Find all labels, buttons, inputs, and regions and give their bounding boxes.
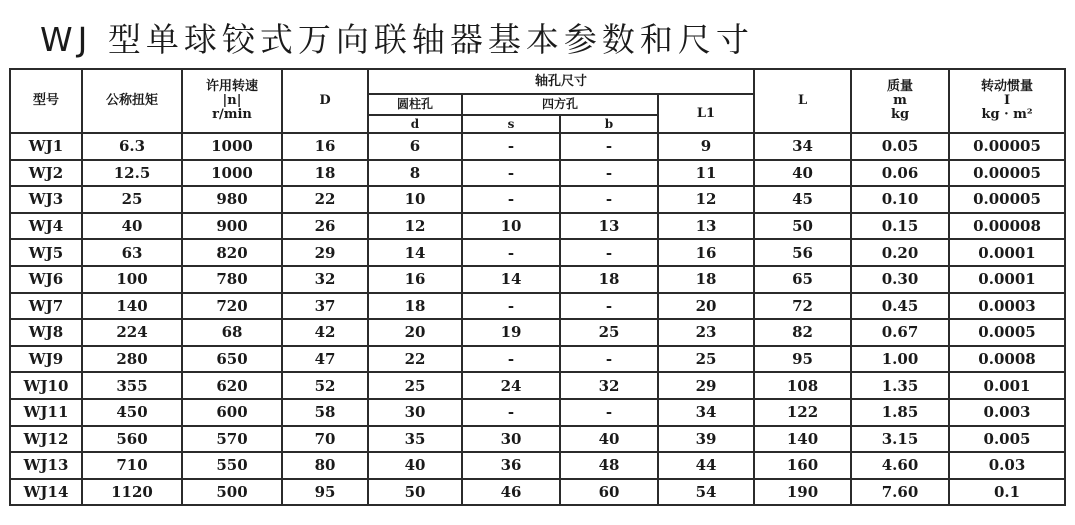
header-b: b bbox=[560, 115, 658, 133]
cell-b: 40 bbox=[560, 426, 658, 453]
cell-d: 22 bbox=[368, 346, 462, 373]
cell-mass: 0.10 bbox=[851, 186, 949, 213]
header-mass-symbol: m bbox=[893, 93, 907, 108]
cell-mass: 0.45 bbox=[851, 293, 949, 320]
cell-d: 20 bbox=[368, 319, 462, 346]
cell-speed: 570 bbox=[182, 426, 282, 453]
cell-inertia: 0.00005 bbox=[949, 133, 1065, 160]
cell-torque: 12.5 bbox=[82, 160, 182, 187]
cell-L: 82 bbox=[754, 319, 851, 346]
cell-mass: 0.05 bbox=[851, 133, 949, 160]
table-body bbox=[10, 133, 1065, 505]
cell-speed: 620 bbox=[182, 372, 282, 399]
cell-model: WJ11 bbox=[10, 399, 82, 426]
cell-torque: 63 bbox=[82, 239, 182, 266]
cell-model: WJ8 bbox=[10, 319, 82, 346]
header-speed bbox=[182, 69, 282, 133]
cell-d: 16 bbox=[368, 266, 462, 293]
cell-L1: 16 bbox=[658, 239, 754, 266]
cell-L1: 18 bbox=[658, 266, 754, 293]
cell-model: WJ2 bbox=[10, 160, 82, 187]
cell-s: 46 bbox=[462, 479, 560, 506]
cell-model: WJ1 bbox=[10, 133, 82, 160]
header-speed-name: 许用转速 bbox=[205, 79, 258, 94]
header-round-bore: 圆柱孔 bbox=[368, 94, 462, 115]
cell-D: 18 bbox=[282, 160, 368, 187]
table-row bbox=[10, 160, 1065, 187]
cell-D: 32 bbox=[282, 266, 368, 293]
cell-mass: 4.60 bbox=[851, 452, 949, 479]
cell-inertia: 0.0005 bbox=[949, 319, 1065, 346]
cell-torque: 280 bbox=[82, 346, 182, 373]
cell-speed: 68 bbox=[182, 319, 282, 346]
cell-speed: 1000 bbox=[182, 133, 282, 160]
cell-mass: 3.15 bbox=[851, 426, 949, 453]
cell-d: 6 bbox=[368, 133, 462, 160]
cell-s: 30 bbox=[462, 426, 560, 453]
cell-D: 47 bbox=[282, 346, 368, 373]
cell-s: 10 bbox=[462, 213, 560, 240]
header-mass bbox=[851, 69, 949, 133]
table-row bbox=[10, 186, 1065, 213]
table-row bbox=[10, 426, 1065, 453]
cell-inertia: 0.0003 bbox=[949, 293, 1065, 320]
cell-torque: 710 bbox=[82, 452, 182, 479]
header-speed-symbol: |n| bbox=[222, 93, 242, 108]
cell-L: 65 bbox=[754, 266, 851, 293]
cell-speed: 780 bbox=[182, 266, 282, 293]
cell-torque: 40 bbox=[82, 213, 182, 240]
table-row bbox=[10, 452, 1065, 479]
cell-mass: 1.35 bbox=[851, 372, 949, 399]
header-d: d bbox=[368, 115, 462, 133]
cell-d: 10 bbox=[368, 186, 462, 213]
cell-inertia: 0.1 bbox=[949, 479, 1065, 506]
table-row bbox=[10, 266, 1065, 293]
cell-speed: 900 bbox=[182, 213, 282, 240]
cell-L: 160 bbox=[754, 452, 851, 479]
cell-L1: 20 bbox=[658, 293, 754, 320]
cell-model: WJ4 bbox=[10, 213, 82, 240]
header-mass-unit: kg bbox=[890, 107, 910, 122]
cell-mass: 0.20 bbox=[851, 239, 949, 266]
cell-s: 19 bbox=[462, 319, 560, 346]
cell-b: 60 bbox=[560, 479, 658, 506]
cell-d: 14 bbox=[368, 239, 462, 266]
table-row bbox=[10, 239, 1065, 266]
cell-L1: 34 bbox=[658, 399, 754, 426]
header-model: 型号 bbox=[10, 69, 82, 133]
cell-L: 95 bbox=[754, 346, 851, 373]
cell-d: 12 bbox=[368, 213, 462, 240]
cell-b: - bbox=[560, 399, 658, 426]
table-row bbox=[10, 372, 1065, 399]
cell-d: 8 bbox=[368, 160, 462, 187]
cell-s: - bbox=[462, 399, 560, 426]
header-bore-group: 轴孔尺寸 bbox=[368, 69, 754, 94]
cell-model: WJ10 bbox=[10, 372, 82, 399]
cell-b: - bbox=[560, 160, 658, 187]
header-inertia-name: 转动惯量 bbox=[981, 79, 1034, 94]
cell-s: - bbox=[462, 160, 560, 187]
header-D: D bbox=[282, 69, 368, 133]
cell-D: 58 bbox=[282, 399, 368, 426]
cell-model: WJ5 bbox=[10, 239, 82, 266]
cell-s: - bbox=[462, 239, 560, 266]
cell-b: 25 bbox=[560, 319, 658, 346]
cell-D: 70 bbox=[282, 426, 368, 453]
table-row bbox=[10, 479, 1065, 506]
cell-L: 56 bbox=[754, 239, 851, 266]
cell-torque: 100 bbox=[82, 266, 182, 293]
cell-L1: 44 bbox=[658, 452, 754, 479]
cell-L1: 9 bbox=[658, 133, 754, 160]
header-L: L bbox=[754, 69, 851, 133]
cell-L1: 29 bbox=[658, 372, 754, 399]
cell-model: WJ13 bbox=[10, 452, 82, 479]
cell-inertia: 0.00005 bbox=[949, 160, 1065, 187]
header-mass-name: 质量 bbox=[887, 79, 914, 94]
cell-L1: 25 bbox=[658, 346, 754, 373]
cell-D: 42 bbox=[282, 319, 368, 346]
cell-s: - bbox=[462, 346, 560, 373]
cell-torque: 140 bbox=[82, 293, 182, 320]
cell-s: - bbox=[462, 133, 560, 160]
table-row bbox=[10, 293, 1065, 320]
cell-s: - bbox=[462, 186, 560, 213]
cell-inertia: 0.005 bbox=[949, 426, 1065, 453]
cell-L: 40 bbox=[754, 160, 851, 187]
cell-b: - bbox=[560, 293, 658, 320]
cell-torque: 25 bbox=[82, 186, 182, 213]
cell-L1: 11 bbox=[658, 160, 754, 187]
cell-model: WJ14 bbox=[10, 479, 82, 506]
cell-mass: 1.85 bbox=[851, 399, 949, 426]
header-speed-unit: r/min bbox=[212, 107, 252, 122]
cell-mass: 7.60 bbox=[851, 479, 949, 506]
cell-L: 50 bbox=[754, 213, 851, 240]
cell-speed: 980 bbox=[182, 186, 282, 213]
cell-inertia: 0.03 bbox=[949, 452, 1065, 479]
table-row bbox=[10, 346, 1065, 373]
cell-torque: 355 bbox=[82, 372, 182, 399]
cell-inertia: 0.0008 bbox=[949, 346, 1065, 373]
cell-mass: 0.30 bbox=[851, 266, 949, 293]
cell-d: 35 bbox=[368, 426, 462, 453]
cell-D: 80 bbox=[282, 452, 368, 479]
cell-mass: 0.15 bbox=[851, 213, 949, 240]
cell-mass: 1.00 bbox=[851, 346, 949, 373]
header-torque: 公称扭矩 bbox=[82, 69, 182, 133]
cell-model: WJ7 bbox=[10, 293, 82, 320]
table-row bbox=[10, 133, 1065, 160]
header-inertia-unit: kg · m² bbox=[981, 107, 1033, 122]
cell-L1: 23 bbox=[658, 319, 754, 346]
cell-b: - bbox=[560, 239, 658, 266]
cell-speed: 550 bbox=[182, 452, 282, 479]
cell-inertia: 0.001 bbox=[949, 372, 1065, 399]
table-header bbox=[10, 69, 1065, 133]
cell-model: WJ3 bbox=[10, 186, 82, 213]
cell-model: WJ6 bbox=[10, 266, 82, 293]
cell-speed: 720 bbox=[182, 293, 282, 320]
header-inertia bbox=[949, 69, 1065, 133]
cell-inertia: 0.0001 bbox=[949, 266, 1065, 293]
cell-L1: 13 bbox=[658, 213, 754, 240]
cell-L: 45 bbox=[754, 186, 851, 213]
cell-L1: 12 bbox=[658, 186, 754, 213]
cell-L: 34 bbox=[754, 133, 851, 160]
cell-D: 16 bbox=[282, 133, 368, 160]
cell-s: 36 bbox=[462, 452, 560, 479]
cell-b: - bbox=[560, 186, 658, 213]
cell-d: 18 bbox=[368, 293, 462, 320]
cell-D: 26 bbox=[282, 213, 368, 240]
cell-b: - bbox=[560, 346, 658, 373]
cell-speed: 500 bbox=[182, 479, 282, 506]
cell-D: 29 bbox=[282, 239, 368, 266]
cell-speed: 650 bbox=[182, 346, 282, 373]
cell-D: 37 bbox=[282, 293, 368, 320]
table-row bbox=[10, 319, 1065, 346]
cell-s: - bbox=[462, 293, 560, 320]
cell-D: 95 bbox=[282, 479, 368, 506]
cell-speed: 1000 bbox=[182, 160, 282, 187]
cell-s: 24 bbox=[462, 372, 560, 399]
table-row bbox=[10, 213, 1065, 240]
header-square-bore: 四方孔 bbox=[462, 94, 658, 115]
cell-speed: 600 bbox=[182, 399, 282, 426]
page-title: WJ 型单球铰式万向联轴器基本参数和尺寸 bbox=[40, 20, 754, 59]
cell-inertia: 0.00008 bbox=[949, 213, 1065, 240]
cell-torque: 6.3 bbox=[82, 133, 182, 160]
cell-s: 14 bbox=[462, 266, 560, 293]
cell-torque: 1120 bbox=[82, 479, 182, 506]
cell-L: 72 bbox=[754, 293, 851, 320]
cell-L: 108 bbox=[754, 372, 851, 399]
cell-torque: 224 bbox=[82, 319, 182, 346]
cell-b: 13 bbox=[560, 213, 658, 240]
cell-torque: 450 bbox=[82, 399, 182, 426]
cell-b: - bbox=[560, 133, 658, 160]
cell-speed: 820 bbox=[182, 239, 282, 266]
cell-mass: 0.06 bbox=[851, 160, 949, 187]
cell-L1: 39 bbox=[658, 426, 754, 453]
cell-model: WJ9 bbox=[10, 346, 82, 373]
cell-torque: 560 bbox=[82, 426, 182, 453]
header-L1: L1 bbox=[658, 94, 754, 133]
cell-inertia: 0.003 bbox=[949, 399, 1065, 426]
cell-inertia: 0.0001 bbox=[949, 239, 1065, 266]
cell-D: 52 bbox=[282, 372, 368, 399]
header-s: s bbox=[462, 115, 560, 133]
cell-L: 140 bbox=[754, 426, 851, 453]
cell-model: WJ12 bbox=[10, 426, 82, 453]
cell-L1: 54 bbox=[658, 479, 754, 506]
table-row bbox=[10, 399, 1065, 426]
header-inertia-symbol: I bbox=[1003, 93, 1011, 108]
cell-d: 30 bbox=[368, 399, 462, 426]
cell-b: 32 bbox=[560, 372, 658, 399]
spec-table bbox=[9, 68, 1066, 506]
cell-L: 122 bbox=[754, 399, 851, 426]
cell-L: 190 bbox=[754, 479, 851, 506]
cell-inertia: 0.00005 bbox=[949, 186, 1065, 213]
cell-mass: 0.67 bbox=[851, 319, 949, 346]
cell-d: 25 bbox=[368, 372, 462, 399]
cell-b: 48 bbox=[560, 452, 658, 479]
cell-D: 22 bbox=[282, 186, 368, 213]
cell-d: 50 bbox=[368, 479, 462, 506]
cell-b: 18 bbox=[560, 266, 658, 293]
cell-d: 40 bbox=[368, 452, 462, 479]
